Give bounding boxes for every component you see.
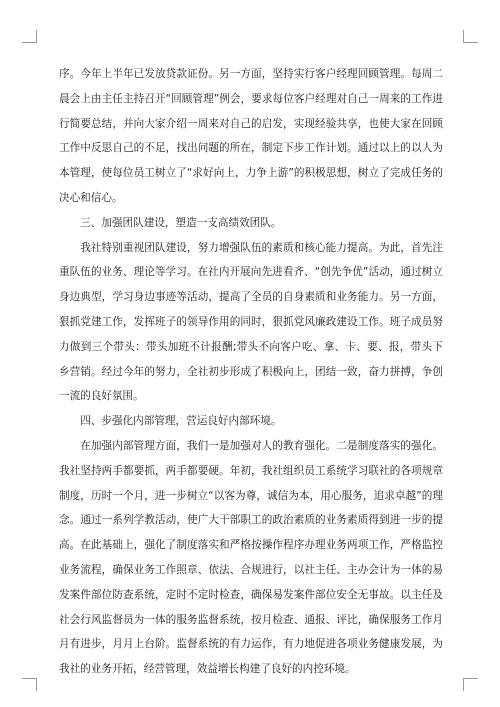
paragraph-continuation: 序。今年上半年已发放贷款证份。另一方面，坚持实行客户经理回顾管理。每周二晨会上由主任主持召开“回顾管理”例会，要求每位客户经理对自己一周来的工作进行简要总结，并向大家介绍一周来对自己的启发，实现经验共享，也使大家在回顾工作中反思自己的不足，找出问题的所在，制定下步工作计划。通过以上的以人为本管理，使每位员工树立了“求好向上，力争上游”的积极思想，树立了完成任务的决心和信心。	[59, 68, 443, 204]
heading-team-building: 三、加强团队建设，塑造一支高绩效团队。	[80, 216, 282, 229]
crop-mark-bottom-right	[463, 678, 478, 691]
crop-mark-top-right	[463, 30, 478, 43]
crop-mark-bottom-left	[22, 678, 37, 691]
paragraph-internal-management: 在加强内部管理方面，我们一是加强对人的教育强化。二是制度落实的强化。我社坚持两手都要抓，两手都要硬。年初，我社组织员工系统学习联社的各项规章制度，历时一个月，进一步树立“以客为尊，诚信为本，用心服务，追求卓越”的理念。通过一系列学教活动，使广大干部职工的政治素质的业务素质得到进一步的提高。在此基础上，强化了制度落实和严格按操作程序办理业务两项工作，严格监控业务流程，确保业务工作照章、依法、合规进行，以社主任、主办会计为一体的易发案件部位防查系统，定时不定时检查，确保易发案件部位安全无事故。以主任及社会行风监督员为一体的服务监督系统，按月检查、通报、评比，确保服务工作月月有进步，月月上台阶。监督系统的有力运作，有力地促进各项业务健康发展，为我社的业务开拓，经营管理，效益增长构建了良好的内控环境。	[59, 439, 443, 676]
paragraph-team-building: 我社特别重视团队建设，努力增强队伍的素质和核心能力提高。为此，首先注重队伍的业务、理论等学习。在社内开展向先进看齐、“创先争优”活动，通过树立身边典型，学习身边事迹等活动，提高了全员的自身素质和业务能力。另一方面，狠抓党建工作，发挥班子的领导作用的同时，狠抓党风廉政建设工作。班子成员努力做到三个带头：带头加班不计报酬;带头不向客户吃、拿、卡、要、报，带头下乡营销。经过今年的努力，全社初步形成了积极向上，团结一致，奋力拼搏，争创一流的良好氛围。	[59, 241, 443, 403]
crop-mark-top-left	[22, 30, 37, 43]
document-body[interactable]	[59, 62, 443, 682]
heading-internal-management: 四、步强化内部管理，营运良好内部环境。	[80, 415, 282, 428]
